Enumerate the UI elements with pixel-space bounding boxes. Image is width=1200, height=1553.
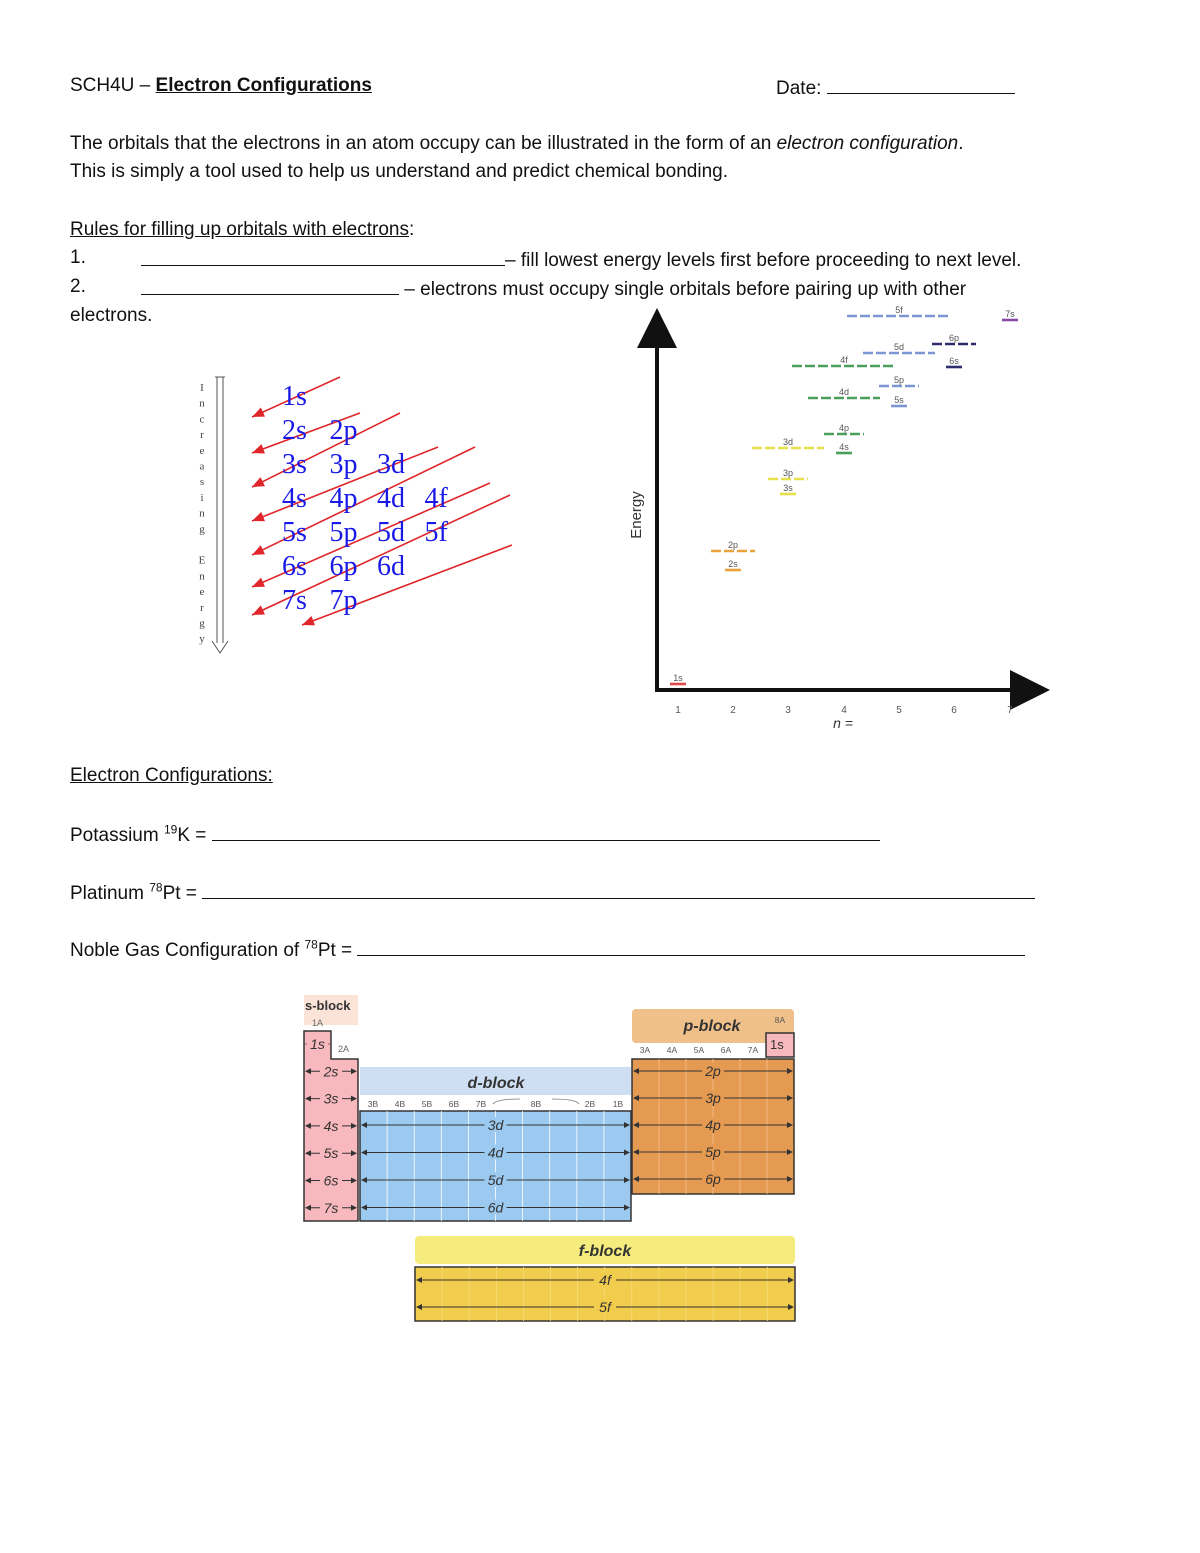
increasing-energy-arrow: [212, 377, 228, 653]
date-blank[interactable]: [827, 75, 1015, 94]
rule-2: [70, 276, 86, 298]
level-label-3p: 3p: [782, 468, 794, 478]
d-group-bracket-right: [552, 1099, 579, 1104]
d-row-6d-label: 6d: [487, 1199, 504, 1216]
orbital-4f: 4f: [424, 483, 448, 514]
orbital-4p: 4p: [329, 483, 358, 514]
p-row-6p-label: 6p: [705, 1171, 721, 1187]
rule-1-number: 1.: [70, 247, 86, 268]
level-label-3d: 3d: [782, 437, 794, 447]
p-group-3A: 3A: [639, 1045, 651, 1055]
axis-letter: a: [199, 460, 205, 473]
potassium-label: Potassium: [70, 825, 164, 846]
d-group-8B: 8B: [530, 1099, 542, 1109]
x-tick: 3: [785, 705, 791, 716]
potassium-blank[interactable]: [212, 822, 880, 841]
s-row-1s-label: 1s: [310, 1036, 325, 1052]
orbital-5s: 5s: [282, 517, 307, 548]
potassium-line: [70, 822, 880, 847]
noble-gas-mass: 78: [304, 937, 318, 952]
p-group-8A: 8A: [774, 1015, 786, 1025]
orbital-6d: 6d: [377, 551, 405, 582]
d-group-5B: 5B: [421, 1099, 433, 1109]
orbital-5d: 5d: [377, 517, 405, 548]
intro-line-1: [70, 133, 964, 155]
level-label-4p: 4p: [838, 423, 850, 433]
course-code: SCH4U –: [70, 75, 151, 96]
d-row-4d-label: 4d: [487, 1144, 504, 1161]
d-group-4B: 4B: [394, 1099, 406, 1109]
p-row-3p-label: 3p: [705, 1090, 721, 1106]
platinum-label: Platinum: [70, 883, 150, 904]
x-tick: 1: [675, 705, 681, 716]
date-label: Date:: [776, 78, 822, 99]
f-row-4f-label: 4f: [599, 1272, 611, 1288]
p-row-2p-label: 2p: [705, 1063, 721, 1079]
energy-level-chart: [615, 300, 1055, 740]
f-block-title-text: f-block: [578, 1243, 632, 1260]
rules-heading: [70, 219, 414, 241]
axis-letter: I: [200, 382, 204, 394]
p-group-5A: 5A: [693, 1045, 705, 1055]
level-label-4s: 4s: [839, 442, 849, 452]
orbital-7s: 7s: [282, 585, 307, 616]
x-ticks: [675, 705, 1013, 716]
level-label-5s: 5s: [894, 395, 904, 405]
noble-gas-line: [70, 937, 1025, 962]
d-group-2B: 2B: [584, 1099, 596, 1109]
axis-letter: c: [199, 413, 205, 426]
level-label-4d: 4d: [838, 387, 850, 397]
x-tick: 4: [841, 705, 847, 716]
header: [70, 75, 372, 97]
p-group-4A: 4A: [666, 1045, 678, 1055]
level-label-2s: 2s: [728, 559, 738, 569]
level-label-6s: 6s: [949, 356, 959, 366]
d-block-groups: [368, 1099, 624, 1109]
axis-letter: y: [199, 633, 205, 646]
level-label-5f: 5f: [895, 305, 903, 315]
p-block-title-text: p-block: [683, 1018, 741, 1035]
axis-letter: r: [200, 429, 204, 442]
orbital-7p: 7p: [329, 585, 358, 616]
axis-letter: n: [199, 397, 205, 410]
axis-letter: n: [199, 507, 205, 520]
orbital-2p: 2p: [329, 415, 358, 446]
x-tick: 5: [896, 705, 902, 716]
rule-1: [70, 247, 86, 269]
d-group-6B: 6B: [448, 1099, 460, 1109]
d-row-3d-label: 3d: [487, 1117, 504, 1133]
potassium-symbol: K =: [177, 825, 207, 846]
platinum-symbol: Pt =: [162, 883, 197, 904]
axis-letter: n: [199, 570, 205, 583]
rule-2-number: 2.: [70, 276, 86, 297]
intro-text: The orbitals that the electrons in an atom occupy can be illustrated in the form of an: [70, 133, 777, 154]
y-axis-label: Energy: [628, 491, 645, 539]
p-group-6A: 6A: [720, 1045, 732, 1055]
axis-letter: s: [199, 476, 205, 489]
axis-letter: r: [200, 601, 204, 614]
arrow-head: [252, 444, 265, 453]
d-group-3B: 3B: [367, 1099, 379, 1109]
orbital-6s: 6s: [282, 551, 307, 582]
rule-2-body: [141, 276, 966, 301]
rule-1-blank[interactable]: [141, 247, 505, 266]
axis-letter: g: [199, 523, 205, 536]
s-block-title: s-block: [305, 998, 351, 1013]
level-label-5d: 5d: [893, 342, 905, 352]
d-group-1B: 1B: [612, 1099, 624, 1109]
rule-2-continuation: electrons.: [70, 305, 153, 326]
d-block-title: [468, 1075, 526, 1092]
d-group-7B: 7B: [475, 1099, 487, 1109]
rule-2-blank[interactable]: [141, 276, 399, 295]
x-tick: 2: [730, 705, 736, 716]
d-group-bracket-left: [493, 1099, 520, 1104]
platinum-mass: 78: [149, 880, 163, 895]
p-block-title: [683, 1018, 742, 1035]
intro-line-2: This is simply a tool used to help us understand and predict chemical bonding.: [70, 161, 728, 182]
orbital-2s: 2s: [282, 415, 307, 446]
f-block-title: [579, 1243, 633, 1260]
platinum-blank[interactable]: [202, 880, 1035, 899]
intro-emphasis: electron configuration: [776, 133, 959, 154]
f-row-5f-label: 5f: [599, 1299, 611, 1315]
p-row-5p-label: 5p: [705, 1144, 721, 1160]
date-field: [776, 75, 1015, 100]
intro-period: .: [958, 133, 964, 154]
level-label-5p: 5p: [893, 375, 905, 385]
d-block-title-text: d-block: [467, 1075, 525, 1092]
s-row-6s-label: 6s: [323, 1172, 339, 1189]
page-title: Electron Configurations: [155, 75, 372, 96]
arrow-head: [302, 616, 315, 625]
aufbau-diagram: [190, 365, 530, 665]
periodic-table-blocks: [300, 995, 800, 1325]
orbital-3s: 3s: [282, 449, 307, 480]
axis-letter: e: [199, 444, 205, 457]
s-row-2s-label: 2s: [323, 1063, 339, 1080]
s-row-3s-label: 3s: [323, 1090, 339, 1107]
x-axis-label: n =: [833, 715, 853, 731]
axis-letter: i: [200, 491, 204, 504]
configs-heading: Electron Configurations:: [70, 765, 273, 786]
rule-1-body: [141, 247, 1021, 272]
rules-heading-colon: :: [409, 219, 415, 240]
s-group-1a: 1A: [312, 1018, 324, 1028]
level-label-2p: 2p: [727, 540, 739, 550]
x-tick: 6: [951, 705, 957, 716]
orbital-6p: 6p: [329, 551, 358, 582]
s-group-2a: 2A: [338, 1044, 350, 1054]
level-label-6p: 6p: [948, 333, 960, 343]
orbital-5f: 5f: [424, 517, 448, 548]
rule-1-text: – fill lowest energy levels first before proceeding to next level.: [505, 250, 1022, 271]
orbital-3d: 3d: [377, 449, 405, 480]
x-tick: 7: [1007, 705, 1013, 716]
energy-levels: [670, 305, 1018, 684]
potassium-mass: 19: [163, 822, 178, 837]
orbital-5p: 5p: [329, 517, 358, 548]
axis-letter: e: [199, 586, 205, 599]
level-label-7s: 7s: [1005, 309, 1015, 319]
orbital-4s: 4s: [282, 483, 307, 514]
platinum-line: [70, 880, 1035, 905]
p-group-7A: 7A: [747, 1045, 759, 1055]
level-label-1s: 1s: [673, 673, 683, 683]
arrow-head: [252, 512, 265, 521]
s-row-4s-label: 4s: [323, 1117, 339, 1134]
rule-2-text: – electrons must occupy single orbitals before pairing up with other: [404, 279, 967, 300]
noble-gas-label: Noble Gas Configuration of: [70, 940, 305, 961]
helium-label: 1s: [770, 1037, 784, 1052]
s-row-5s-label: 5s: [323, 1145, 339, 1162]
axis-letter: E: [198, 554, 206, 567]
orbital-3p: 3p: [329, 449, 358, 480]
s-row-7s-label: 7s: [323, 1199, 339, 1216]
level-label-4f: 4f: [840, 355, 848, 365]
axis-letter: g: [199, 617, 205, 630]
orbital-1s: 1s: [282, 381, 307, 412]
p-row-4p-label: 4p: [705, 1117, 721, 1133]
level-label-3s: 3s: [783, 483, 793, 493]
noble-gas-blank[interactable]: [357, 937, 1025, 956]
noble-gas-symbol: Pt =: [317, 940, 353, 961]
rules-heading-text: Rules for filling up orbitals with electrons: [70, 219, 409, 240]
aufbau-axis-label: [199, 382, 206, 645]
orbital-4d: 4d: [377, 483, 405, 514]
d-row-5d-label: 5d: [487, 1172, 504, 1188]
